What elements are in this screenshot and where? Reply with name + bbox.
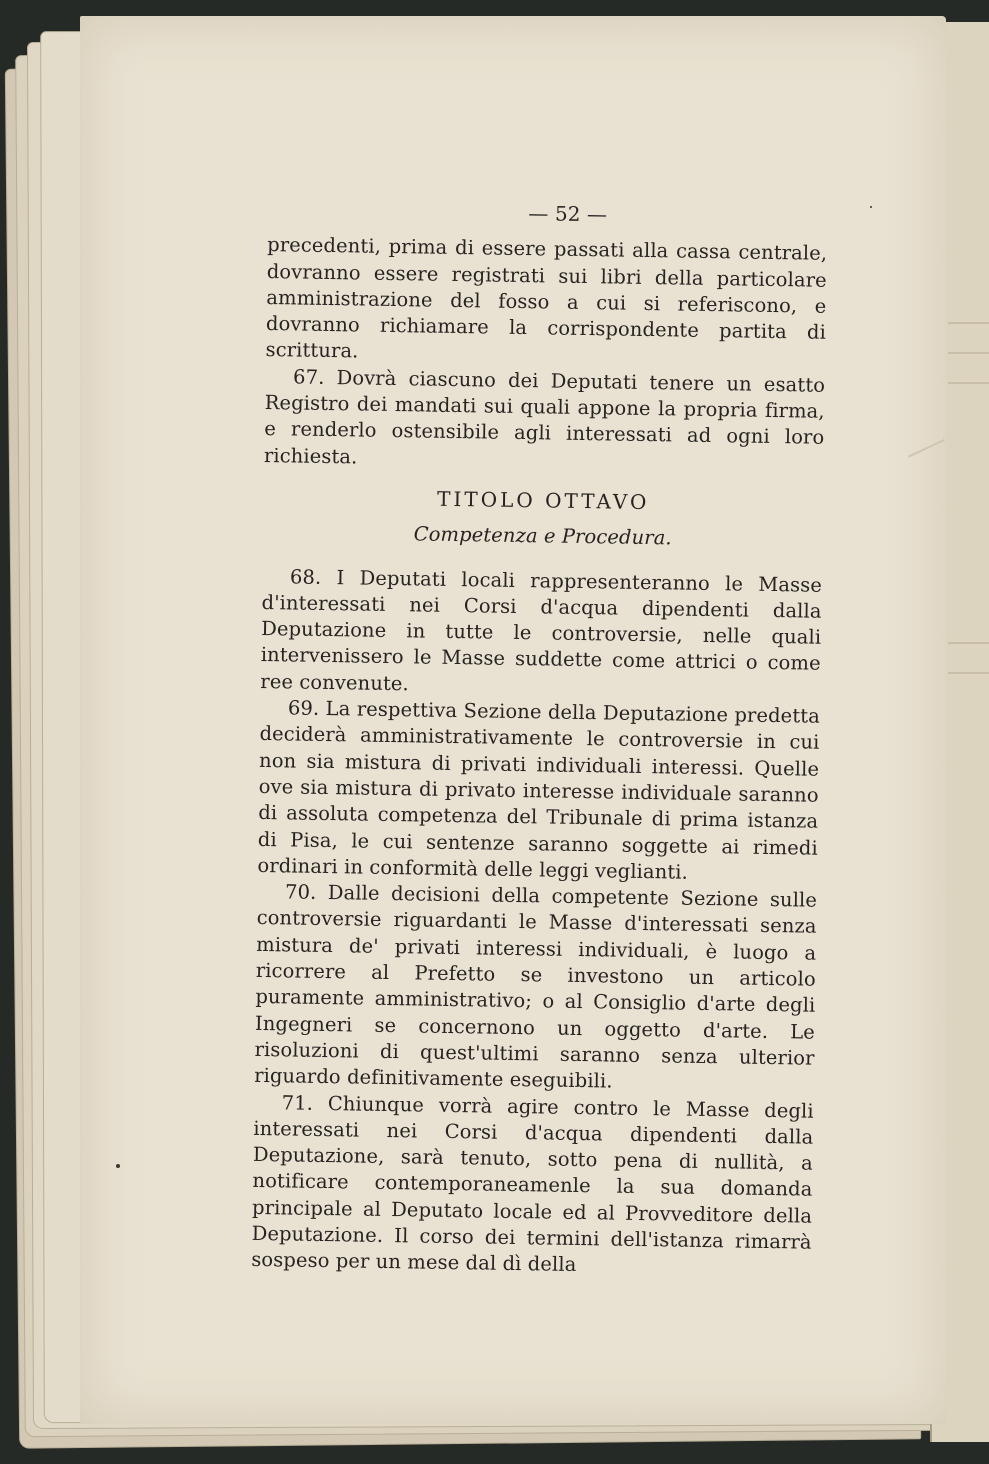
paragraph-article-70: 70. Dalle decisioni della competente Sezione sulle controversie riguardanti le Masse d'interessati senza mistura de' privati interessi individuali, è luogo a ricorrere al Prefetto se investono un articolo puramente amministrativo; o al Consiglio d'arte degli Ingegneri se concernono un oggetto d'arte. Le risoluzioni di quest'ultimi saranno senza ulterior riguardo definitivamente eseguibili. [254, 880, 818, 1093]
bleed-through-line [948, 642, 989, 644]
bleed-through-line [948, 672, 989, 674]
bleed-through-line [948, 322, 989, 324]
paragraph-article-71: 71. Chiunque vorrà agire contro le Masse degli interessati nei Corsi d'acqua dipendenti dalla Deputazione, sarà tenuto, sotto pena di nullità, a notificare contemporaneamenle la sua domanda principale al Deputato locale ed al Provveditore della Deputazione. Il corso dei termini dell'istanza rimarrà sospeso per un mese dal dì della [251, 1090, 814, 1277]
ink-speck [116, 1164, 120, 1168]
section-subheading: Competenza e Procedura. [413, 522, 672, 550]
ink-speck [870, 206, 872, 208]
paragraph-article-67: 67. Dovrà ciascuno dei Deputati tenere un esatto Registro dei mandati sui quali appone la propria firma, e renderlo ostensibile agli interessati ad ogni loro richiesta. [263, 365, 826, 469]
paragraph-continuation: precedenti, prima di essere passati alla cassa centrale, dovranno essere registrati sui libri della particolare amministrazione del fosso a cui si referiscono, e dovranno richiamare la corrispondente partita di scrittura. [265, 233, 828, 363]
bleed-through-line [948, 382, 989, 384]
page-number: — 52 — [528, 201, 608, 227]
paragraph-article-68: 68. I Deputati locali rappresenteranno le Masse d'interessati nei Corsi d'acqua dipendenti dalla Deputazione in tutte le controversie, nelle quali intervenissero le Masse suddette come attrici o come ree convenute. [260, 564, 823, 696]
section-heading: TITOLO OTTAVO [436, 486, 650, 514]
book-page [80, 16, 946, 1424]
bleed-through-line [948, 352, 989, 354]
paragraph-article-69: 69. La respettiva Sezione della Deputazione predetta deciderà amministrativamente le controversie in cui non sia mistura di privati individuali interessi. Quelle ove sia mistura di privato interesse individuale saranno di assoluta competenza del Tribunale di prima istanza di Pisa, le cui sentenze saranno soggette ai rimedi ordinari in conformità delle leggi veglianti. [257, 696, 821, 884]
page-text [251, 196, 828, 1282]
